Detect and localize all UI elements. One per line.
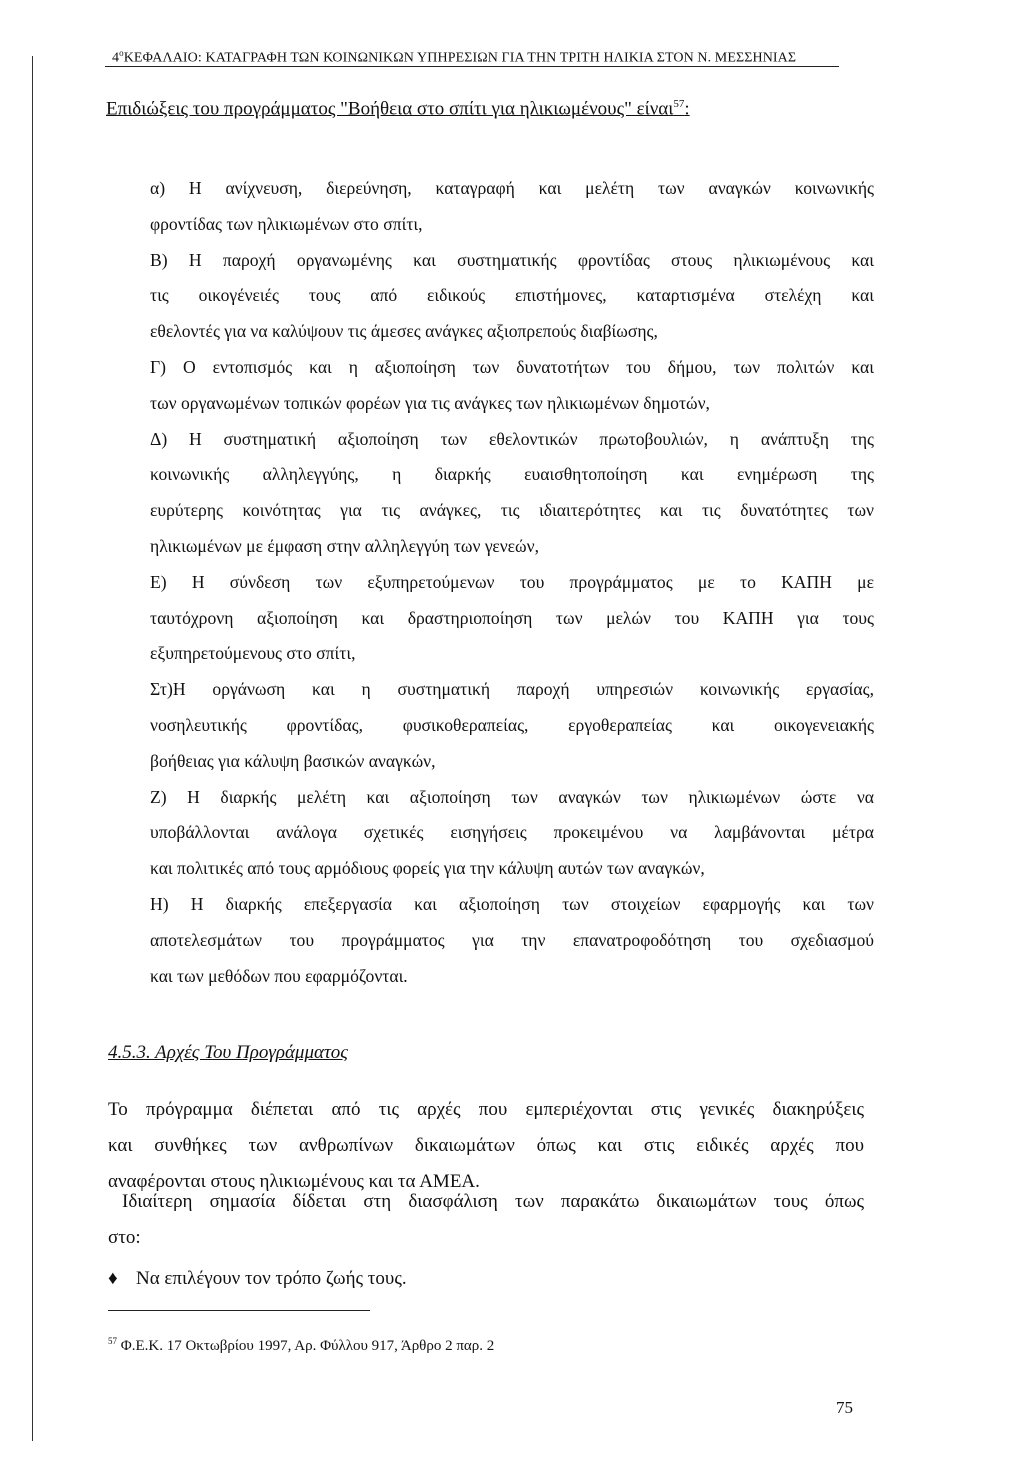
principles-line-1: Το πρόγραμμα διέπεται από τις αρχές που εμπεριέχονται στις γενικές διακηρύξεις xyxy=(108,1099,864,1120)
objective-b-line-3: εθελοντές για να καλύψουν τις άμεσες ανάγκες αξιοπρεπούς διαβίωσης, xyxy=(150,321,658,342)
objectives-intro xyxy=(106,98,690,120)
objective-d-line-2: κοινωνικής αλληλεγγύης, η διαρκής ευαισθητοποίηση και ενημέρωση της xyxy=(150,464,874,485)
chapter-ordinal-suffix: ο xyxy=(119,48,124,58)
objective-h-line-2: αποτελεσμάτων του προγράμματος για την επανατροφοδότηση του σχεδιασμού xyxy=(150,929,874,950)
section-heading: 4.5.3. Αρχές Του Προγράμματος xyxy=(108,1042,348,1063)
objective-b-line-2: τις οικογένειές τους από ειδικούς επιστήμονες, καταρτισμένα στελέχη και xyxy=(150,285,874,306)
principles-line-3: αναφέρονται στους ηλικιωμένους και τα ΑΜΕΑ. xyxy=(108,1171,480,1192)
running-header xyxy=(112,48,832,67)
objective-a-line-1: α) Η ανίχνευση, διερεύνηση, καταγραφή και μελέτη των αναγκών κοινωνικής xyxy=(150,178,874,198)
objective-z-line-1: Ζ) Η διαρκής μελέτη και αξιοποίηση των αναγκών των ηλικιωμένων ώστε να xyxy=(150,786,874,807)
objectives-intro-suffix: : xyxy=(684,98,690,120)
objectives-intro-text: Επιδιώξεις του προγράμματος "Βοήθεια στο σπίτι για ηλικιωμένους" είναι xyxy=(106,98,674,120)
objective-e-line-1: Ε) Η σύνδεση των εξυπηρετούμενων του προγράμματος με το ΚΑΠΗ με xyxy=(150,571,874,592)
objective-h-line-1: Η) Η διαρκής επεξεργασία και αξιοποίηση των στοιχείων εφαρμογής και των xyxy=(150,893,874,914)
objective-d-line-1: Δ) Η συστηματική αξιοποίηση των εθελοντικών πρωτοβουλιών, η ανάπτυξη της xyxy=(150,428,874,449)
rights-line-2: στο: xyxy=(108,1227,141,1248)
objective-c-line-1: Γ) Ο εντοπισμός και η αξιοποίηση των δυνατοτήτων του δήμου, των πολιτών και xyxy=(150,356,874,377)
rights-bullet-item xyxy=(108,1268,407,1290)
objective-st-line-2: νοσηλευτικής φροντίδας, φυσικοθεραπείας, εργοθεραπείας και οικογενειακής xyxy=(150,714,874,735)
objective-z-line-3: και πολιτικές από τους αρμόδιους φορείς για την κάλυψη αυτών των αναγκών, xyxy=(150,858,705,879)
objective-d-line-4: ηλικιωμένων με έμφαση στην αλληλεγγύη των γενεών, xyxy=(150,535,539,556)
objective-b-line-1: Β) Η παροχή οργανωμένης και συστηματικής φροντίδας στους ηλικιωμένους και xyxy=(150,249,874,270)
footnote-number: 57 xyxy=(108,1336,117,1346)
header-rule xyxy=(105,66,839,67)
objective-e-line-3: εξυπηρετούμενους στο σπίτι, xyxy=(150,643,356,664)
chapter-number: 4 xyxy=(112,50,120,66)
footnote-separator xyxy=(108,1310,370,1311)
rights-bullet-text: Να επιλέγουν τον τρόπο ζωής τους. xyxy=(136,1268,407,1289)
footnote-text: Φ.Ε.Κ. 17 Οκτωβρίου 1997, Αρ. Φύλλου 917, Άρθρο 2 παρ. 2 xyxy=(120,1338,495,1354)
objective-d-line-3: ευρύτερης κοινότητας για τις ανάγκες, τις ιδιαιτερότητες και τις δυνατότητες των xyxy=(150,500,874,521)
rights-paragraph xyxy=(108,1184,864,1256)
page-number: 75 xyxy=(836,1398,853,1417)
objectives-list xyxy=(150,171,874,994)
objective-a-line-2: φροντίδας των ηλικιωμένων στο σπίτι, xyxy=(150,213,423,234)
objective-st-line-3: βοήθειας για κάλυψη βασικών αναγκών, xyxy=(150,750,436,771)
running-header-text: ΚΕΦΑΛΑΙΟ: ΚΑΤΑΓΡΑΦΗ ΤΩΝ ΚΟΙΝΩΝΙΚΩΝ ΥΠΗΡΕΣΙΩΝ ΓΙΑ ΤΗΝ ΤΡΙΤΗ ΗΛΙΚΙΑ ΣΤΟΝ Ν. ΜΕΣΣΗΝΙΑΣ xyxy=(123,50,797,66)
footnote xyxy=(108,1336,494,1355)
objective-h-line-3: και των μεθόδων που εφαρμόζονται. xyxy=(150,965,408,986)
principles-line-2: και συνθήκες των ανθρωπίνων δικαιωμάτων όπως και στις ειδικές αρχές που xyxy=(108,1135,864,1156)
footnote-reference: 57 xyxy=(673,98,685,110)
objective-c-line-2: των οργανωμένων τοπικών φορέων για τις ανάγκες των ηλικιωμένων δημοτών, xyxy=(150,392,710,413)
diamond-bullet-icon: ♦ xyxy=(108,1268,118,1289)
objective-e-line-2: ταυτόχρονη αξιοποίηση και δραστηριοποίηση των μελών του ΚΑΠΗ για τους xyxy=(150,607,874,628)
left-margin-rule xyxy=(32,56,33,1441)
objective-st-line-1: Στ)Η οργάνωση και η συστηματική παροχή υπηρεσιών κοινωνικής εργασίας, xyxy=(150,679,874,700)
rights-line-1: Ιδιαίτερη σημασία δίδεται στη διασφάλιση των παρακάτω δικαιωμάτων τους όπως xyxy=(122,1191,864,1212)
objective-z-line-2: υποβάλλονται ανάλογα σχετικές εισηγήσεις προκειμένου να λαμβάνονται μέτρα xyxy=(150,822,874,843)
